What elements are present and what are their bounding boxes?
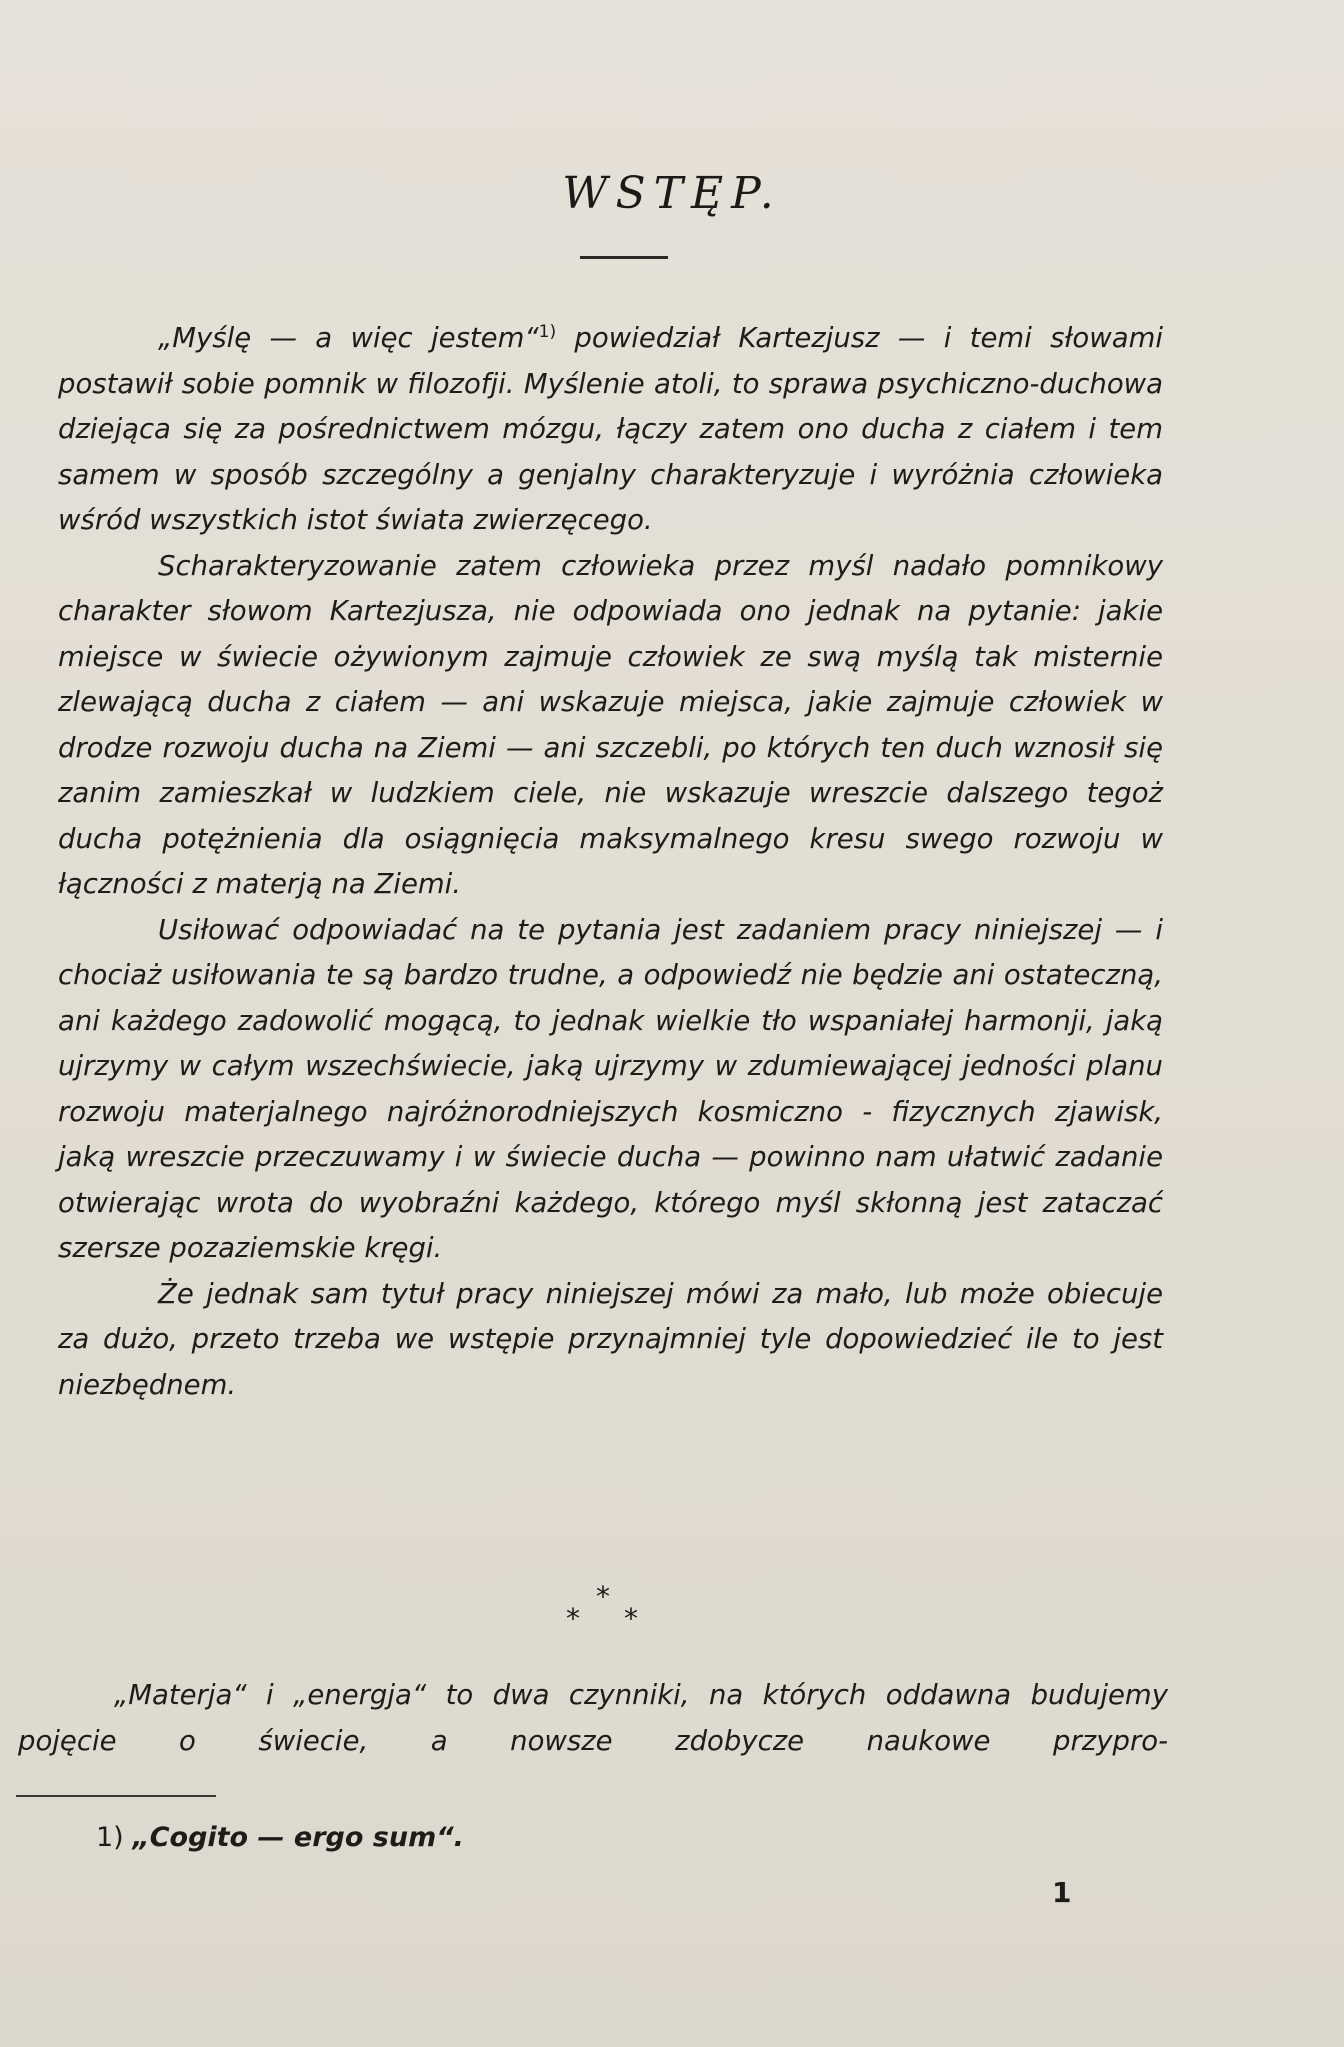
footnote-divider bbox=[16, 1795, 216, 1797]
asterism-star-left: * bbox=[566, 1602, 580, 1635]
paragraph-2: Scharakteryzowanie zatem człowieka przez myśl nadało pomnikowy charakter słowom Kartezjusza, nie odpowiada ono jednak na pytanie: jakie miejsce w świecie ożywionym zajmuje człowiek ze swą myślą tak misternie zlewającą ducha z ciałem — ani wskazuje miejsca, jakie zajmuje człowiek w drodze rozwoju ducha na Ziemi — ani szczebli, po których ten duch wznosił się zanim zamieszkał w ludzkiem ciele, nie wskazuje wreszcie dalszego tegoż ducha potężnienia dla osiągnięcia maksymalnego kresu swego rozwoju w łączności z materją na Ziemi. bbox=[58, 549, 1163, 901]
continued-text bbox=[18, 1672, 1168, 1764]
footnote-number: 1) bbox=[96, 1822, 124, 1853]
asterism-star-top: * bbox=[596, 1580, 610, 1613]
asterism-star-right: * bbox=[624, 1602, 638, 1635]
main-text bbox=[58, 310, 1163, 1408]
paragraph-4: Że jednak sam tytuł pracy niniejszej mówi za mało, lub może obiecuje za dużo, przeto trzeba we wstępie przynajmniej tyle dopowiedzieć ile to jest niezbędnem. bbox=[58, 1277, 1163, 1401]
title-underline bbox=[580, 256, 668, 259]
page-number: 1 bbox=[1052, 1876, 1072, 1909]
section-asterism bbox=[560, 1580, 660, 1635]
paragraph-5: „Materja“ i „energja“ to dwa czynniki, na których oddawna budujemy pojęcie o świecie, a nowsze zdobycze naukowe przypro- bbox=[18, 1679, 1168, 1757]
footnote-reference[interactable]: 1) bbox=[538, 322, 557, 342]
paragraph-1 bbox=[58, 310, 1163, 544]
cartesian-quote: „Myślę — a więc jestem“ bbox=[158, 322, 539, 355]
footnote-text: „Cogito — ergo sum“. bbox=[132, 1822, 464, 1853]
paragraph-3: Usiłować odpowiadać na te pytania jest zadaniem pracy niniejszej — i chociaż usiłowania te są bardzo trudne, a odpowiedź nie będzie ani ostateczną, ani każdego zadowolić mogącą, to jednak wielkie tło wspaniałej harmonji, jaką ujrzymy w całym wszechświecie, jaką ujrzymy w zdumiewającej jedności planu rozwoju materjalnego najróżnorodniejszych kosmiczno - fizycznych zjawisk, jaką wreszcie przeczuwamy i w świecie ducha — powinno nam ułatwić zadanie otwierając wrota do wyobraźni każdego, którego myśl skłonną jest zataczać szersze pozaziemskie kręgi. bbox=[58, 913, 1163, 1265]
paragraph-1-text: powiedział Kartezjusz — i temi słowami postawił sobie pomnik w filozofji. Myślenie atoli, to sprawa psychiczno-duchowa dziejąca się za pośrednictwem mózgu, łączy zatem ono ducha z ciałem i tem samem w sposób szczególny a genjalny charakteryzuje i wyróżnia człowieka wśród wszystkich istot świata zwierzęcego. bbox=[58, 322, 1163, 537]
chapter-title: WSTĘP. bbox=[562, 168, 782, 219]
footnote bbox=[96, 1822, 464, 1853]
